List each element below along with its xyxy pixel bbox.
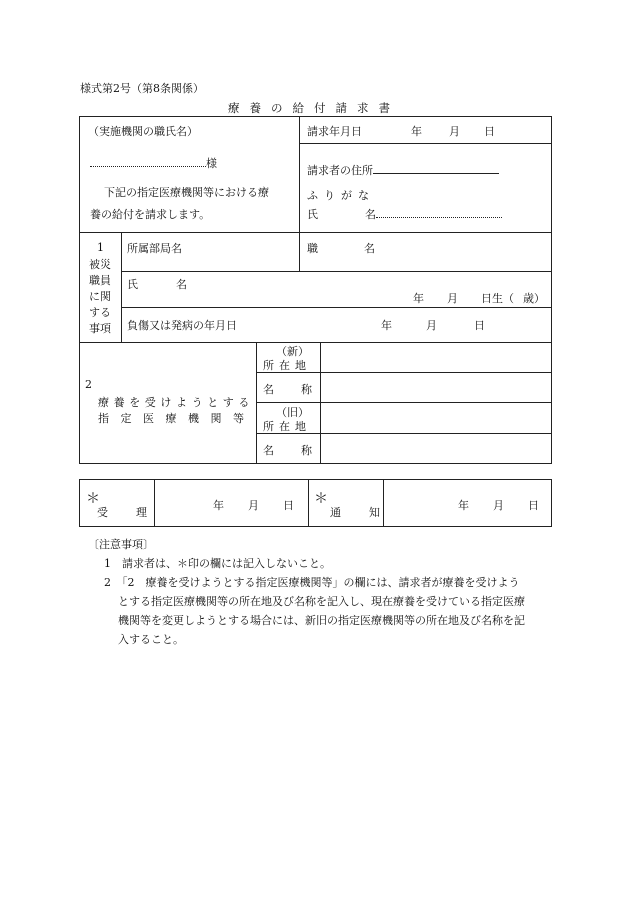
new-name-label: 名称 (263, 383, 339, 396)
sama-label: 様 (206, 157, 217, 170)
new-label: （新） (276, 345, 309, 358)
injury-date-label: 負傷又は発病の年月日 (127, 319, 237, 332)
post-label: 職名 (307, 242, 421, 255)
note-1: 1 請求者は、＊印の欄には記入しないこと。 (104, 557, 331, 570)
note-2-line2: とする指定医療機関等の所在地及び名称を記入し、現在療養を受けている指定医療 (118, 595, 525, 608)
notify-year: 年 (458, 499, 469, 512)
old-label: （旧） (276, 406, 309, 419)
birth-month: 月 (447, 292, 458, 305)
address-field[interactable] (307, 161, 499, 178)
age-suffix: 歳） (523, 292, 545, 305)
notify-label: 通知 (330, 506, 408, 519)
org-label: （実施機関の職氏名） (88, 125, 198, 138)
note-2-line1: 2 「2 療養を受けようとする指定医療機関等」の欄には、請求者が療養を受けよう (104, 576, 520, 589)
request-date-day: 日 (484, 125, 495, 138)
notify-month: 月 (493, 499, 504, 512)
new-location-label: 所在地 (263, 359, 311, 372)
requester-name-field[interactable] (307, 205, 502, 222)
form-title: 療養の給付請求書 (228, 101, 400, 115)
birth-day-suffix: 日生（ (481, 292, 514, 305)
note-2-line4: 入すること。 (118, 633, 184, 646)
request-text-line1: 下記の指定医療機関等における療 (104, 186, 269, 199)
receive-year: 年 (213, 499, 224, 512)
employee-name-label: 氏名 (127, 278, 225, 291)
old-location-label: 所在地 (263, 420, 311, 433)
addressee-field[interactable] (90, 154, 217, 171)
receive-month: 月 (248, 499, 259, 512)
birth-year: 年 (413, 292, 424, 305)
section2-number: 2 (85, 378, 92, 391)
section1-label-2: 職員 (89, 274, 111, 287)
request-text-line2: 養の給付を請求します。 (90, 208, 211, 221)
furigana-label: ふりがな (307, 189, 375, 202)
receive-asterisk: ＊ (86, 491, 100, 507)
dept-label: 所属部局名 (127, 242, 182, 255)
request-date-month: 月 (449, 125, 460, 138)
section2-label-line2: 指定医療機関等 (98, 412, 256, 425)
request-date-label: 請求年月日 (307, 125, 362, 138)
old-name-label: 名称 (263, 444, 339, 457)
form-number: 様式第2号（第8条関係） (80, 82, 204, 95)
section2-label-line1: 療養を受けようとする (98, 396, 254, 409)
note-2-line3: 機関等を変更しようとする場合には、新旧の指定医療機関等の所在地及び名称を記 (118, 614, 525, 627)
section1-label-4: する (89, 306, 111, 319)
requester-name-label: 氏名 (307, 208, 423, 221)
section1-number: 1 (97, 241, 104, 254)
receive-day: 日 (283, 499, 294, 512)
injury-year: 年 (381, 319, 392, 332)
section1-label-5: 事項 (89, 322, 111, 335)
injury-month: 月 (426, 319, 437, 332)
section1-label-3: に関 (89, 290, 111, 303)
section1-label-1: 被災 (89, 258, 111, 271)
request-date-year: 年 (411, 125, 422, 138)
address-label: 請求者の住所 (307, 164, 373, 177)
injury-day: 日 (474, 319, 485, 332)
notify-day: 日 (528, 499, 539, 512)
notify-asterisk: ＊ (314, 491, 328, 507)
receive-label: 受理 (97, 506, 175, 519)
notes-heading: 〔注意事項〕 (88, 538, 154, 551)
